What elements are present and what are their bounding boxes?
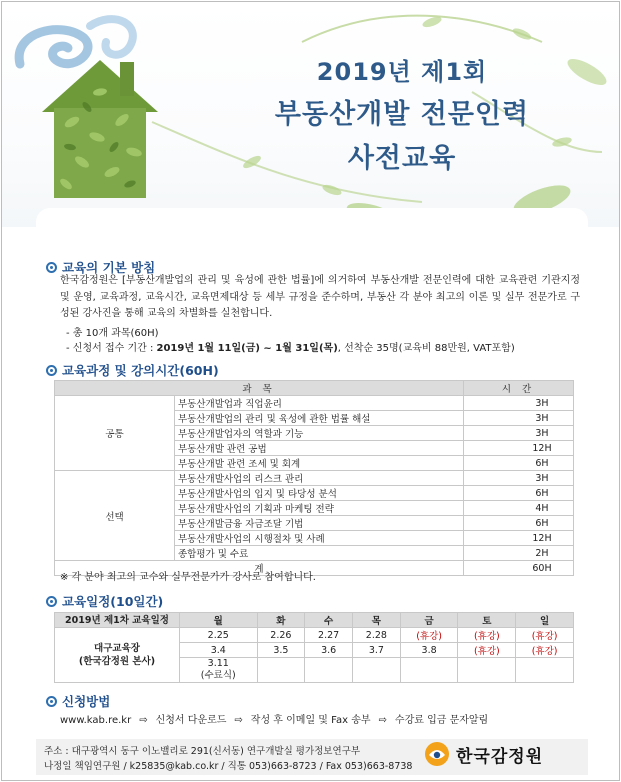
circle-bullet-icon [46, 696, 57, 707]
course-subject-cell: 종합평가 및 수료 [175, 546, 464, 561]
logo-text: 한국감정원 [456, 746, 544, 767]
arrow-right-icon: ⇨ [139, 715, 148, 726]
table-row [55, 471, 574, 486]
section-heading-text: 교육일정(10일간) [62, 594, 164, 609]
schedule-date-cell: 2.27 [305, 628, 353, 643]
final-date: 3.11 [207, 658, 229, 669]
schedule-date-cell: 2.26 [257, 628, 305, 643]
schedule-day-header: 토 [458, 613, 516, 628]
course-subject-cell: 부동산개발 관련 공법 [175, 441, 464, 456]
apply-period-dates: 2019년 1월 11일(금) ~ 1월 31일(목) [156, 343, 338, 354]
schedule-date-cell: 3.8 [400, 643, 458, 658]
course-table [54, 380, 574, 576]
title-line-3: 사전교육 [347, 143, 457, 174]
arrow-right-icon: ⇨ [378, 715, 387, 726]
section-heading-schedule [46, 592, 163, 610]
schedule-empty-cell [516, 658, 574, 683]
apply-step: 수강료 입금 문자알림 [394, 715, 489, 726]
schedule-empty-cell [353, 658, 401, 683]
basic-item-1: - 총 10개 과목(60H) [66, 328, 159, 339]
course-total-hours: 60H [464, 561, 574, 576]
course-hours-cell: 12H [464, 531, 574, 546]
course-group-cell: 공통 [55, 396, 175, 471]
apply-steps [60, 711, 488, 726]
course-subject-cell: 부동산개발사업의 리스크 관리 [175, 471, 464, 486]
schedule-date-cell: 3.5 [257, 643, 305, 658]
course-hours-cell: 3H [464, 471, 574, 486]
course-header-hours: 시 간 [464, 381, 574, 396]
schedule-day-header: 수 [305, 613, 353, 628]
schedule-day-header: 월 [180, 613, 258, 628]
course-hours-cell: 6H [464, 516, 574, 531]
schedule-empty-cell [257, 658, 305, 683]
footer-address: 주소 : 대구광역시 동구 이노밸리로 291(신서동) 연구개발실 평가정보연구부 [44, 746, 361, 757]
schedule-empty-cell [305, 658, 353, 683]
apply-step: 신청서 다운로드 [155, 715, 227, 726]
schedule-date-cell: (휴강) [516, 628, 574, 643]
schedule-date-cell: (휴강) [458, 643, 516, 658]
circle-bullet-icon [46, 262, 57, 273]
schedule-table [54, 612, 574, 683]
instructor-note: ※ 각 분야 최고의 교수와 실무전문가가 강사로 참여합니다. [60, 572, 316, 583]
schedule-date-cell: 2.28 [353, 628, 401, 643]
course-hours-cell: 2H [464, 546, 574, 561]
schedule-row [55, 628, 574, 643]
course-hours-cell: 6H [464, 486, 574, 501]
basic-item-2 [66, 339, 515, 354]
venue-name: 대구교육장 [94, 643, 140, 654]
course-subject-cell: 부동산개발금융 자금조달 기법 [175, 516, 464, 531]
schedule-empty-cell [458, 658, 516, 683]
schedule-day-header: 일 [516, 613, 574, 628]
graduation-note: (수료식) [200, 670, 236, 681]
kab-emblem-icon [424, 741, 450, 767]
schedule-date-cell: 3.4 [180, 643, 258, 658]
circle-bullet-icon [46, 596, 57, 607]
course-header-subject: 과 목 [55, 381, 464, 396]
course-hours-cell: 12H [464, 441, 574, 456]
website-link[interactable]: www.kab.re.kr [60, 715, 132, 726]
title-line-2: 부동산개발 전문인력 [274, 99, 530, 130]
apply-period-detail: , 선착순 35명(교육비 88만원, VAT포함) [337, 343, 515, 354]
course-hours-cell: 3H [464, 396, 574, 411]
course-hours-cell: 3H [464, 426, 574, 441]
schedule-header-label: 2019년 제1차 교육일정 [55, 613, 180, 628]
schedule-date-cell: (휴강) [516, 643, 574, 658]
schedule-date-cell [180, 658, 258, 683]
course-subject-cell: 부동산개발업의 관리 및 육성에 관한 법률 해설 [175, 411, 464, 426]
section-heading-apply [46, 692, 110, 710]
schedule-date-cell: (휴강) [458, 628, 516, 643]
apply-step: 작성 후 이메일 및 Fax 송부 [250, 715, 371, 726]
section-heading-text: 교육과정 및 강의시간(60H) [62, 363, 219, 378]
schedule-day-header: 금 [400, 613, 458, 628]
kab-logo [424, 741, 543, 767]
hero-banner [2, 2, 620, 227]
basic-paragraph: 한국감정원은 [부동산개발업의 관리 및 육성에 관한 법률]에 의거하여 부동산개발 전문인력에 대한 교육관련 기관지정 및 운영, 교육과정, 교육시간, 교육면제대상 등 세부 규정을 준수하며, 부동산 각 분야 최고의 이론 및 실무 전문가로 구성된 강사진을 통해 교육의 차별화를 실천합니다. [60, 275, 580, 319]
course-subject-cell: 부동산개발사업의 입지 및 타당성 분석 [175, 486, 464, 501]
title-line-1: 2019년 제1회 [316, 58, 488, 86]
section-heading-courses [46, 361, 219, 379]
table-row [55, 396, 574, 411]
course-subject-cell: 부동산개발업자의 역할과 기능 [175, 426, 464, 441]
footer-contact: 나정일 책임연구원 / k25835@kab.co.kr / 직통 053)663-8723 / Fax 053)663-8738 [44, 761, 413, 772]
course-subject-cell: 부동산개발사업의 시행절차 및 사례 [175, 531, 464, 546]
schedule-date-cell: (휴강) [400, 628, 458, 643]
course-hours-cell: 4H [464, 501, 574, 516]
flyer [1, 1, 620, 781]
schedule-date-cell: 2.25 [180, 628, 258, 643]
course-subject-cell: 부동산개발사업의 기획과 마케팅 전략 [175, 501, 464, 516]
apply-period-label: - 신청서 접수 기간 : [66, 343, 157, 354]
circle-bullet-icon [46, 365, 57, 376]
schedule-venue-cell [55, 628, 180, 683]
course-group-cell: 선택 [55, 471, 175, 561]
section-heading-text: 교육의 기본 방침 [62, 260, 156, 275]
schedule-day-header: 목 [353, 613, 401, 628]
venue-org: (한국감정원 본사) [78, 656, 156, 667]
course-total-label: 계 [55, 561, 464, 576]
course-hours-cell: 3H [464, 411, 574, 426]
course-hours-cell: 6H [464, 456, 574, 471]
section-heading-text: 신청방법 [62, 694, 111, 709]
schedule-date-cell: 3.6 [305, 643, 353, 658]
schedule-date-cell: 3.7 [353, 643, 401, 658]
schedule-empty-cell [400, 658, 458, 683]
course-subject-cell: 부동산개발 관련 조세 및 회계 [175, 456, 464, 471]
schedule-day-header: 화 [257, 613, 305, 628]
arrow-right-icon: ⇨ [234, 715, 243, 726]
course-subject-cell: 부동산개발업과 직업윤리 [175, 396, 464, 411]
